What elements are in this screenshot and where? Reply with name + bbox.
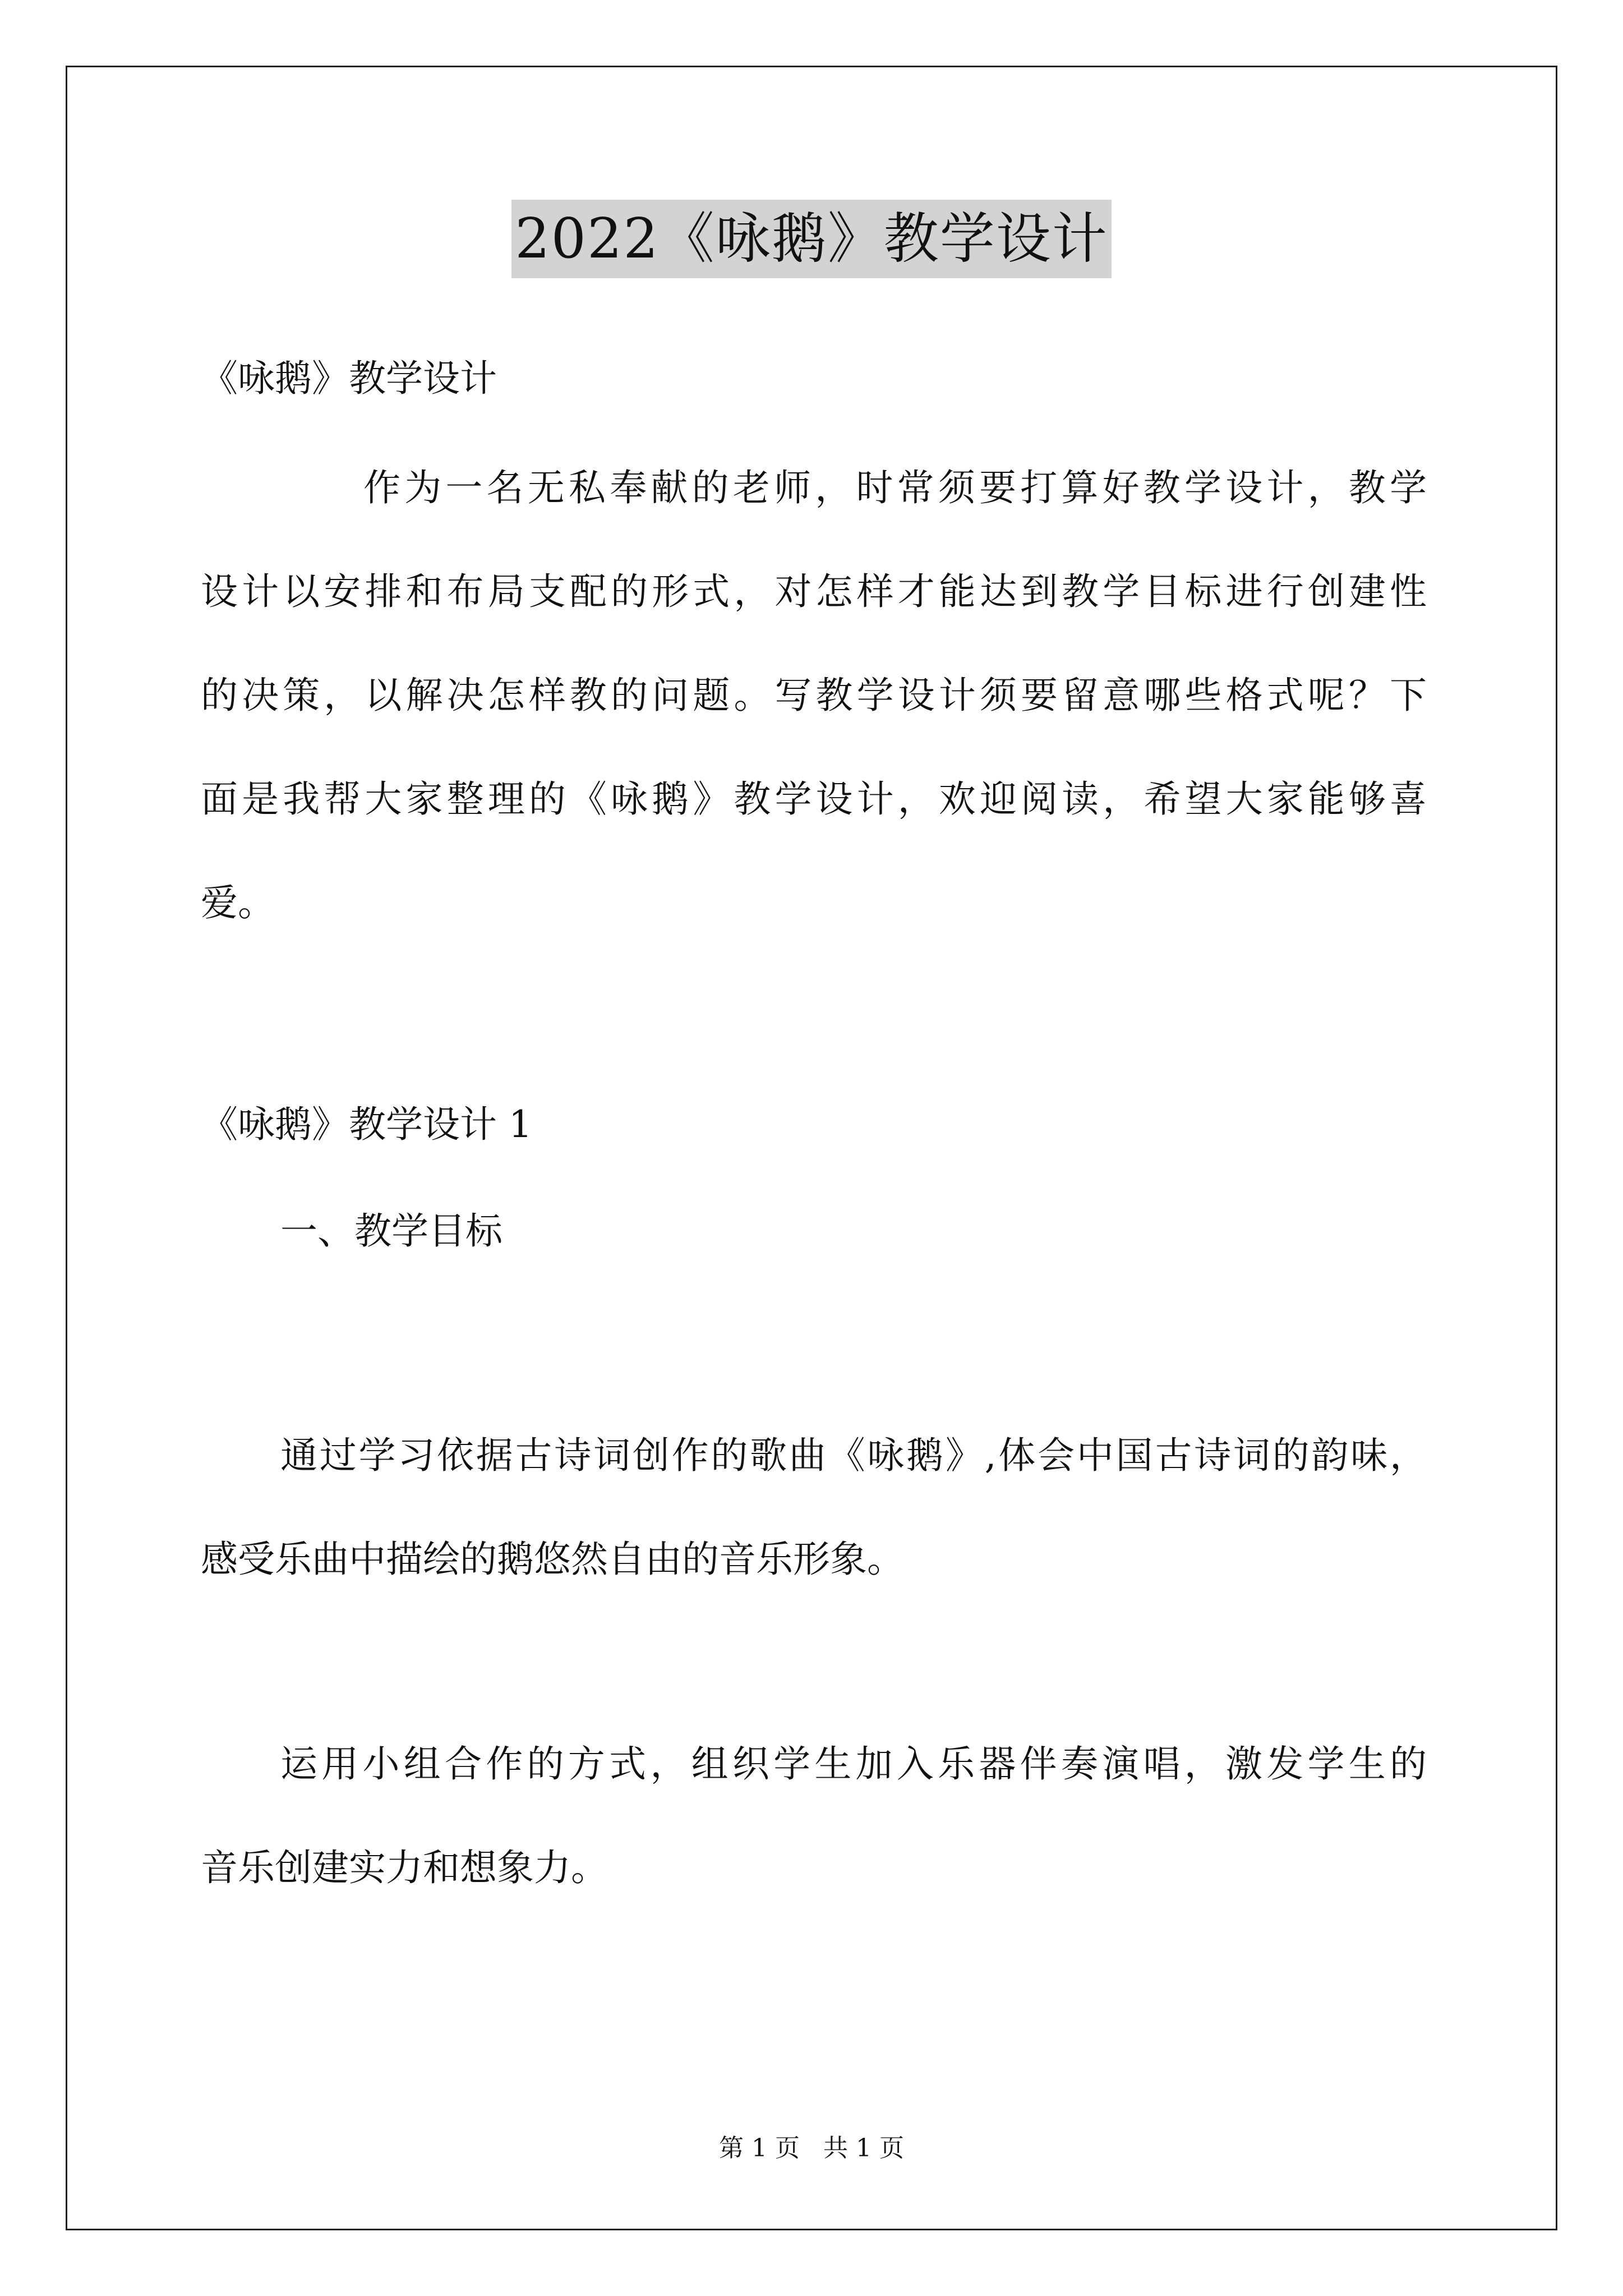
title-container [0,200,1623,278]
page-footer: 第 1 页 共 1 页 [719,2134,904,2162]
goal1-line-2: 感受乐曲中描绘的鹅悠然自由的音乐形象。 [201,1538,904,1581]
goal1-line-1: 通过学习依据古诗词创作的歌曲《咏鹅》,体会中国古诗词的韵味， [280,1434,1427,1477]
intro-line-4: 面是我帮大家整理的《咏鹅》教学设计，欢迎阅读，希望大家能够喜 [201,777,1427,821]
section1-heading: 《咏鹅》教学设计 1 [201,1103,532,1146]
intro-line-2: 设计以安排和布局支配的形式，对怎样才能达到教学目标进行创建性 [201,570,1427,613]
intro-line-3: 的决策，以解决怎样教的问题。写教学设计须要留意哪些格式呢？下 [201,674,1427,717]
document-subtitle: 《咏鹅》教学设计 [201,357,497,400]
intro-line-1: 作为一名无私奉献的老师，时常须要打算好教学设计，教学 [363,466,1427,509]
section1-subheading: 一、教学目标 [280,1209,502,1253]
goal2-line-2: 音乐创建实力和想象力。 [201,1846,608,1889]
goal2-line-1: 运用小组合作的方式，组织学生加入乐器伴奏演唱，激发学生的 [280,1742,1427,1786]
intro-line-5: 爱。 [201,881,275,924]
document-title: 2022《咏鹅》教学设计 [511,200,1111,278]
